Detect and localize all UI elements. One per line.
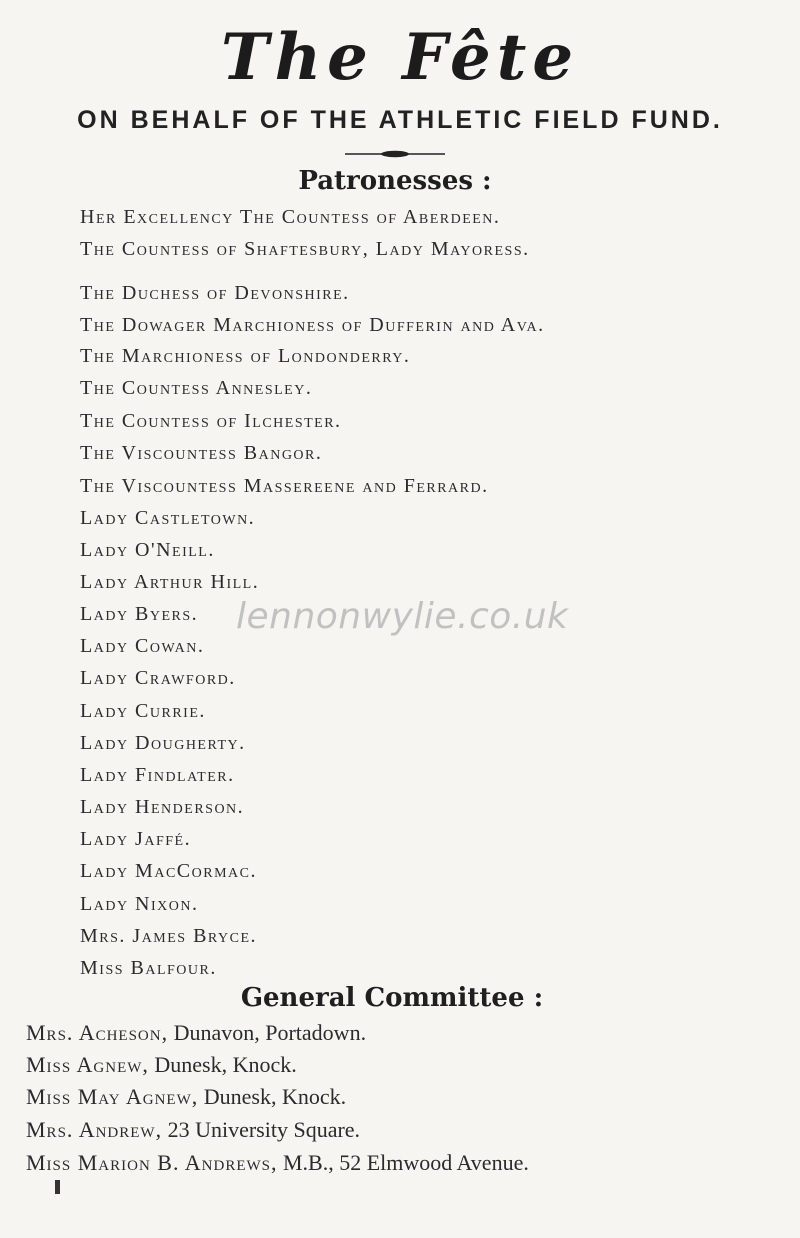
committee-member-name: Miss May Agnew, bbox=[26, 1084, 199, 1109]
committee-item bbox=[26, 1117, 360, 1143]
patroness-item: Lady Arthur Hill. bbox=[80, 571, 260, 593]
patroness-item: Lady Cowan. bbox=[80, 635, 205, 657]
document-title-text: The Fête bbox=[220, 20, 580, 95]
document-title bbox=[0, 14, 800, 102]
committee-member-address: M.B., 52 Elmwood Avenue. bbox=[277, 1150, 529, 1175]
committee-item bbox=[26, 1052, 297, 1078]
patroness-item: Lady Henderson. bbox=[80, 796, 245, 818]
committee-member-address: Dunesk, Knock. bbox=[198, 1084, 347, 1109]
patroness-item: The Dowager Marchioness of Dufferin and Ava. bbox=[80, 314, 545, 336]
committee-member-address: 23 University Square. bbox=[162, 1117, 361, 1142]
committee-member-name: Mrs. Acheson, bbox=[26, 1020, 169, 1045]
patroness-item: The Countess of Shaftesbury, Lady Mayoress. bbox=[80, 238, 530, 260]
committee-item bbox=[26, 1150, 529, 1176]
patroness-item: Lady Findlater. bbox=[80, 764, 235, 786]
patroness-item: Lady Byers. bbox=[80, 603, 199, 625]
patroness-item: The Viscountess Bangor. bbox=[80, 442, 323, 464]
patroness-item: The Viscountess Massereene and Ferrard. bbox=[80, 475, 489, 497]
patroness-item: Lady O'Neill. bbox=[80, 539, 215, 561]
committee-member-name: Mrs. Andrew, bbox=[26, 1117, 163, 1142]
ornament-divider bbox=[345, 150, 445, 158]
committee-member-name: Miss Agnew, bbox=[26, 1052, 149, 1077]
patroness-item: Lady Castletown. bbox=[80, 507, 256, 529]
patroness-item: Lady MacCormac. bbox=[80, 860, 257, 882]
patronesses-heading: Patronesses : bbox=[298, 166, 492, 196]
patroness-item: Lady Jaffé. bbox=[80, 828, 192, 850]
patroness-item: Miss Balfour. bbox=[80, 957, 217, 979]
committee-member-address: Dunavon, Portadown. bbox=[168, 1020, 367, 1045]
page-mark bbox=[55, 1180, 60, 1194]
patroness-item: Her Excellency The Countess of Aberdeen. bbox=[80, 206, 501, 228]
patroness-item: Lady Crawford. bbox=[80, 667, 236, 689]
patroness-item: The Duchess of Devonshire. bbox=[80, 282, 350, 304]
committee-member-address: Dunesk, Knock. bbox=[148, 1052, 297, 1077]
patroness-item: Lady Dougherty. bbox=[80, 732, 246, 754]
committee-member-name: Miss Marion B. Andrews, bbox=[26, 1150, 278, 1175]
committee-item bbox=[26, 1020, 366, 1046]
patroness-item: The Marchioness of Londonderry. bbox=[80, 345, 411, 367]
patroness-item: The Countess Annesley. bbox=[80, 377, 313, 399]
patroness-item: Lady Nixon. bbox=[80, 893, 199, 915]
patroness-item: Lady Currie. bbox=[80, 700, 206, 722]
watermark: lennonwylie.co.uk bbox=[236, 596, 569, 637]
committee-heading: General Committee : bbox=[240, 983, 544, 1013]
committee-item bbox=[26, 1084, 346, 1110]
patroness-item: The Countess of Ilchester. bbox=[80, 410, 342, 432]
document-subtitle: ON BEHALF OF THE ATHLETIC FIELD FUND. bbox=[77, 106, 723, 134]
patroness-item: Mrs. James Bryce. bbox=[80, 925, 257, 947]
